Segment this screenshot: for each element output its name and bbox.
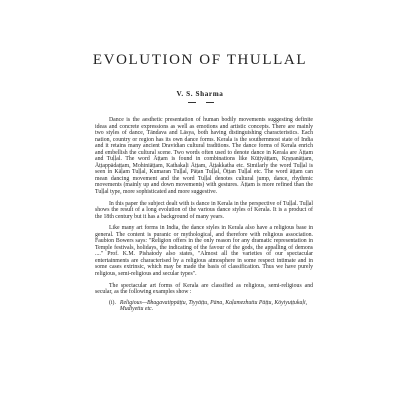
body-paragraph-4: The spectacular art forms of Kerala are classified as religious, semi-religious and secular, as the following examples show : bbox=[95, 282, 313, 296]
list-item-number: (i). bbox=[109, 299, 116, 306]
body-paragraph-1: Dance is the aesthetic presentation of human bodily movements suggesting definite ideas and concrete expressions as well as emotions and artistic concepts. There are mainly two styles of dance, Tāndava and Lāsya, both having distinguishing characteristics. Each nation, country or region has its own dance forms. Kerala is the southernmost state of India and it retains many ancient Dravidian cultural traditions. The dance forms of Kerala enrich and embellish the cultural scene. Two words often used to denote dance in Kerala are Āṭṭam and Tuḷḷal. The word Āṭṭam is found in combinations like Kūṭiyāṭṭam, Kṛṣṇanāṭṭam, Āṭṭappādaṭṭam, Mohiniāṭṭam, Kathakaḷi Āṭṭam, Āṭṭakkatha etc. Similarly the word Tuḷḷal is seen in Kāḷam Tuḷḷal, Kumaran Tuḷḷal, Pāṭan Tuḷḷal, Ōṭṭan Tuḷḷal etc. The word āṭṭam can mean dancing movement and the word Tuḷḷal denotes cultural jump, dance, rhythmic movements (mainly up and down movements) with gestures. Āṭṭam is more refined than the Tuḷḷal type, more sophisticated and more suggestive. bbox=[95, 117, 313, 196]
body-paragraph-2: In this paper the subject dealt with is dance in Kerala in the perspective of Tuḷḷal. Tuḷḷal shows the result of a long evolution of the various dance styles of Kerala. It is a product of the 18th century but it has a background of many years. bbox=[95, 200, 313, 220]
list-item-text: Religious—Bhagavatippāṭṭu, Tiyyāṭṭu, Pāna, Kaḷamezhuttu Pāṭṭu, Kōyiyuṭṭukaḷi, Mudiyettu etc. bbox=[119, 299, 308, 313]
article-title: EVOLUTION OF THULLAL bbox=[92, 52, 308, 69]
author-rule-left bbox=[188, 102, 196, 103]
author-rule-right bbox=[206, 102, 214, 103]
author-name: V. S. Sharma bbox=[176, 90, 224, 98]
body-paragraph-3: Like many art forms in India, the dance styles in Kerala also have a religious base in general. The content is puranic or mythological, and therefore with religious association. Faubion Bowers says: "Religion offers in the only reason for any dramatic representation in Temple festivals, holidays, the indicating of the favour of the gods, the appalling of demons ...." Prof. K.M. Pishatody also states, "Almost all the varieties of our spectacular entertainments are characterised by a religious atmosphere in some respect intimate and in some cases extrinsic, which may be made the basis of classification. Thus we have purely religious, semi-religious and secular types". bbox=[95, 225, 313, 278]
article-body bbox=[95, 117, 313, 313]
classification-list-item bbox=[109, 300, 313, 313]
